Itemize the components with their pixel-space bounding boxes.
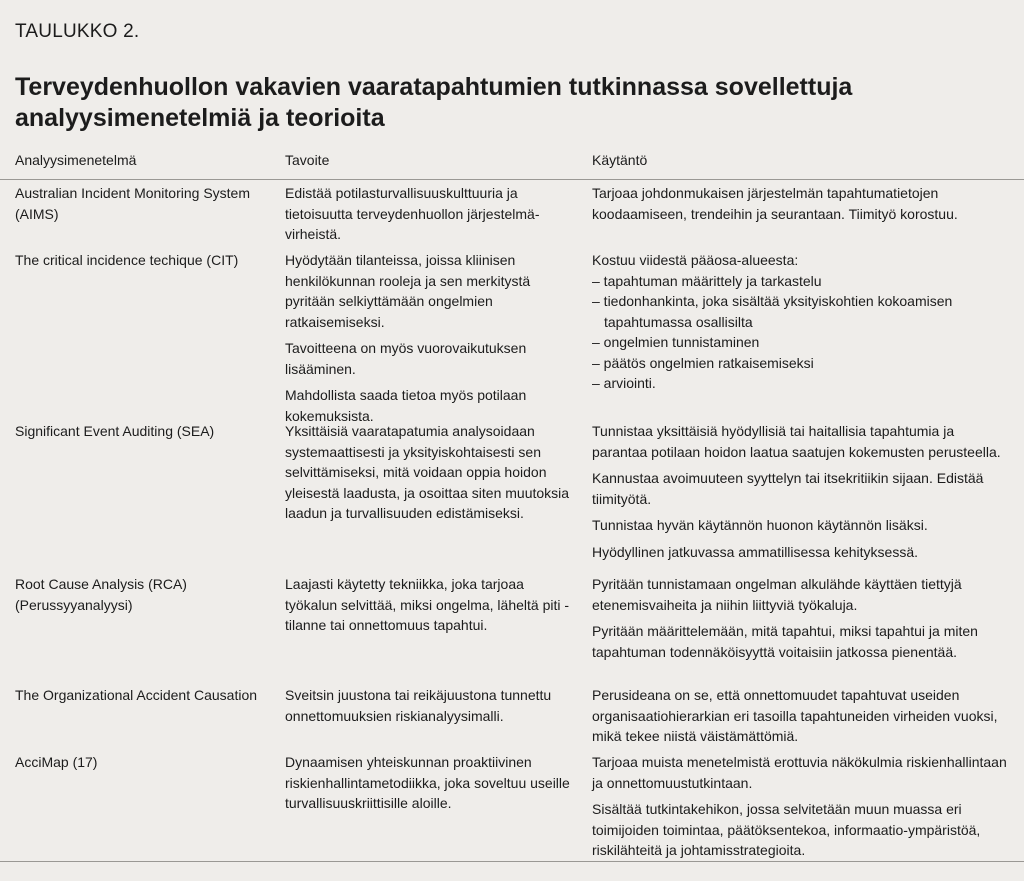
practice-list-item: – arviointi. xyxy=(592,375,656,391)
practice-text: Hyödyllinen jatkuvassa ammatillisessa kehityksessä. xyxy=(592,543,919,560)
practice-cell xyxy=(592,421,1012,562)
practice-cell xyxy=(592,685,1012,747)
goal-text: Laajasti käytetty tekniikka, joka tarjoaa työkalun selvittää, miksi ongelma, läheltä piti -tilanne tai onnettomuus tapahtui. xyxy=(285,576,570,633)
goal-text: Tavoitteena on myös vuorovaikutuksen lisääminen. xyxy=(285,340,527,377)
header-divider xyxy=(0,179,1024,180)
method-cell: Root Cause Analysis (RCA) (Perussyyanalyysi) xyxy=(15,576,187,613)
header-method: Analyysimenetelmä xyxy=(15,152,137,168)
practice-list-item: – tapahtuman määrittely ja tarkastelu xyxy=(592,272,822,289)
method-cell: The Organizational Accident Causation xyxy=(15,687,258,703)
goal-cell xyxy=(285,421,575,524)
practice-text: Kannustaa avoimuuteen syyttelyn tai itsekritiikin sijaan. Edistää tiimityötä. xyxy=(592,470,984,507)
practice-text: Tarjoaa johdonmukaisen järjestelmän tapahtumatietojen koodaamiseen, trendeihin ja seurantaan. Tiimityö korostuu. xyxy=(592,185,958,222)
practice-cell xyxy=(592,574,1012,662)
goal-cell xyxy=(285,250,575,426)
header-goal: Tavoite xyxy=(285,152,330,168)
goal-text: Yksittäisiä vaaratapatumia analysoidaan systemaattisesti ja yksityiskohtaisesti sen selvittämiseksi, mitä voidaan oppia hoidon yleisestä laadusta, ja osoittaa siten muutoksia laadun ja turvallisuuden edistämiseksi. xyxy=(285,423,570,521)
practice-cell xyxy=(592,752,1012,861)
practice-text: Pyritään määrittelemään, mitä tapahtui, miksi tapahtui ja miten tapahtuman todennäköisyyttä voitaisiin jatkossa pienentää. xyxy=(592,623,978,660)
method-cell: Australian Incident Monitoring System (AIMS) xyxy=(15,185,250,222)
practice-intro: Kostuu viidestä pääosa-alueesta: xyxy=(592,252,799,268)
practice-list-item: – päätös ongelmien ratkaisemiseksi xyxy=(592,354,814,371)
goal-text: Edistää potilasturvallisuuskulttuuria ja tietoisuutta terveydenhuollon järjestelmä-virheistä. xyxy=(285,185,540,242)
header-practice: Käytäntö xyxy=(592,152,648,168)
goal-cell xyxy=(285,685,575,726)
table-bottom-rule xyxy=(0,861,1024,862)
practice-text: Tarjoaa muista menetelmistä erottuvia näkökulmia riskienhallintaan ja onnettomuustutkintaan. xyxy=(592,754,1007,791)
practice-text: Tunnistaa yksittäisiä hyödyllisiä tai haitallisia tapahtumia ja parantaa potilaan hoidon laatua saatujen kokemusten perusteella. xyxy=(592,423,1001,460)
goal-cell xyxy=(285,752,575,814)
practice-list-item: – ongelmien tunnistaminen xyxy=(592,334,760,350)
goal-text: Hyödytään tilanteissa, joissa kliinisen henkilökunnan rooleja ja sen merkitystä pyritään selkiyttämään ongelmien ratkaisemiseksi. xyxy=(285,252,531,330)
practice-cell xyxy=(592,183,1012,224)
table-label: TAULUKKO 2. xyxy=(15,21,140,42)
method-cell: Significant Event Auditing (SEA) xyxy=(15,423,215,439)
method-cell: AcciMap (17) xyxy=(15,754,98,770)
practice-text: Sisältää tutkintakehikon, jossa selvitetään muun muassa eri toimijoiden toimintaa, päätöksentekoa, informaatio-ympäristöä, riskilähteitä ja johtamisstrategioita. xyxy=(592,801,981,858)
goal-text: Dynaamisen yhteiskunnan proaktiivinen riskienhallintametodiikka, joka soveltuu useille turvallisuuskriittisille aloille. xyxy=(285,754,570,811)
goal-cell xyxy=(285,574,575,636)
methods-table xyxy=(0,152,1024,858)
goal-cell xyxy=(285,183,575,245)
practice-list-item: – tiedonhankinta, joka sisältää yksityiskohtien kokoamisen tapahtumassa osallisilta xyxy=(592,293,953,330)
method-cell: The critical incidence techique (CIT) xyxy=(15,252,239,268)
goal-text: Mahdollista saada tietoa myös potilaan kokemuksista. xyxy=(285,387,527,424)
table-header-row xyxy=(0,152,1024,176)
practice-text: Tunnistaa hyvän käytännön huonon käytännön lisäksi. xyxy=(592,517,928,533)
practice-cell xyxy=(592,250,1012,394)
table-title: Terveydenhuollon vakavien vaaratapahtumien tutkinnassa sovellettuja analyysimenetelmiä ja teorioita xyxy=(15,73,853,132)
practice-text: Pyritään tunnistamaan ongelman alkulähde käyttäen tiettyjä etenemisvaiheita ja niihin liittyviä työkaluja. xyxy=(592,576,962,613)
goal-text: Sveitsin juustona tai reikäjuustona tunnettu onnettomuuksien riskianalyysimalli. xyxy=(285,687,552,724)
practice-text: Perusideana on se, että onnettomuudet tapahtuvat useiden organisaatiohierarkian eri tasoilla tapahtuneiden virheiden vuoksi, mikä tekee niistä väistämättömiä. xyxy=(592,687,998,744)
